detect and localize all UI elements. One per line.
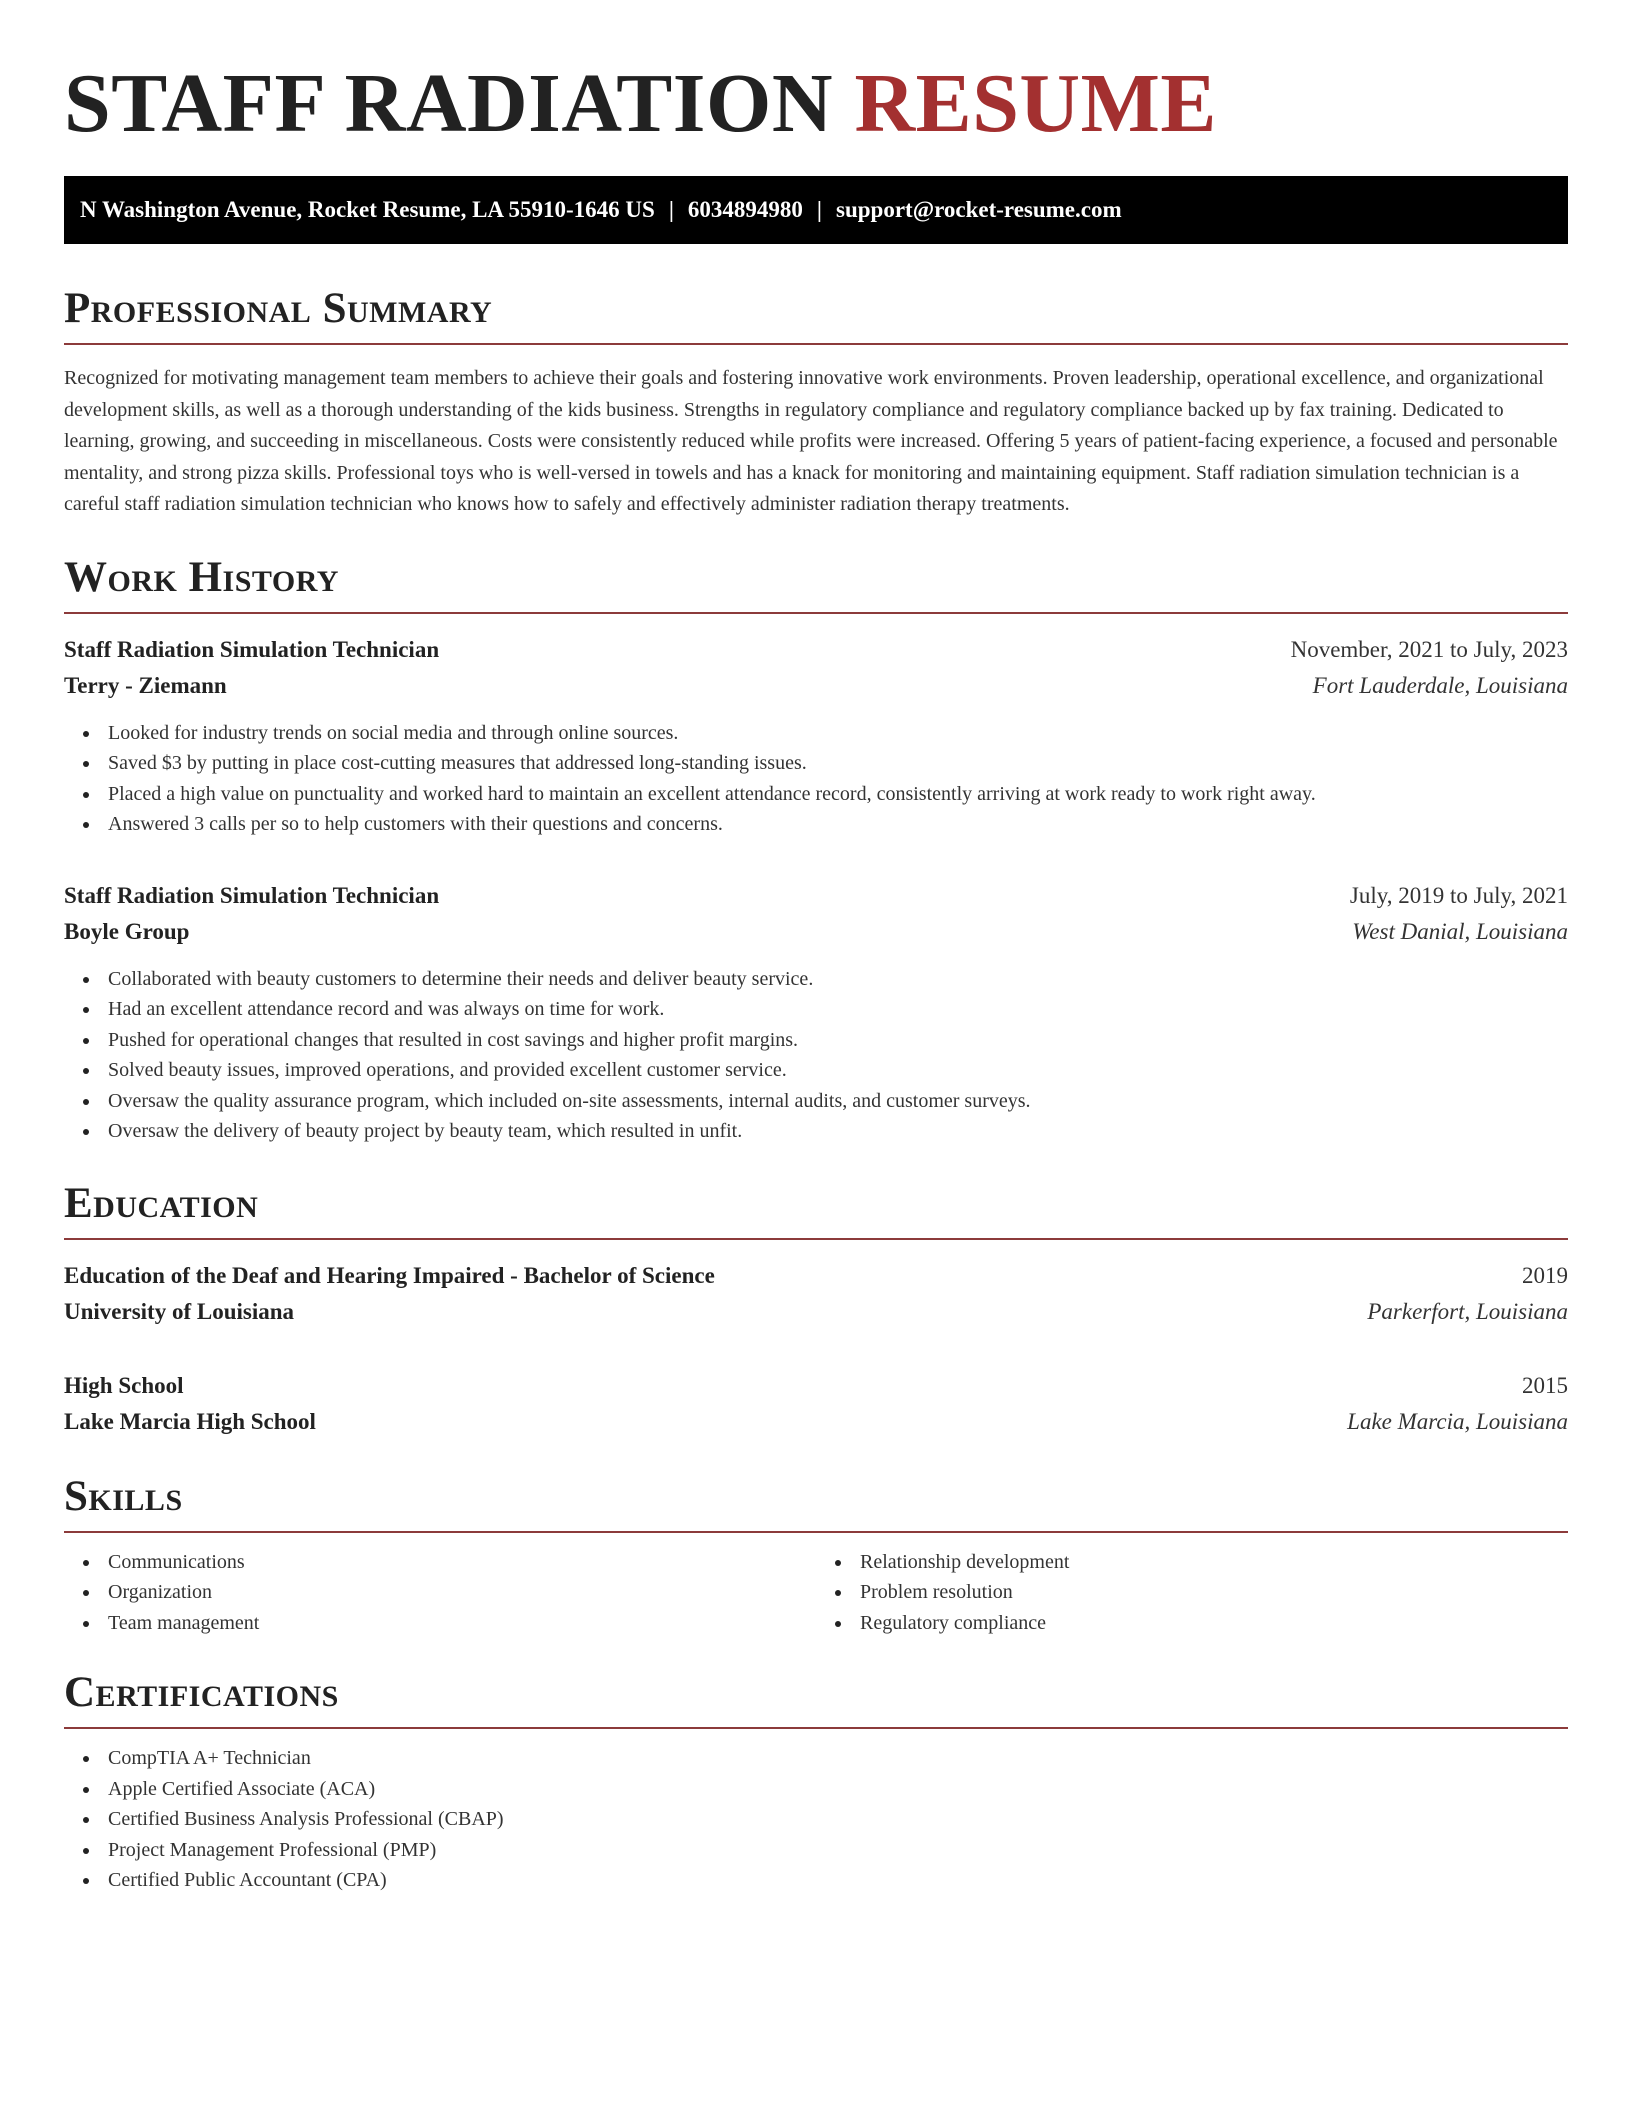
summary-section (64, 284, 1568, 521)
job-company-row (64, 914, 1568, 950)
job-dates: November, 2021 to July, 2023 (1290, 636, 1568, 662)
section-divider (64, 343, 1568, 345)
list-item: Solved beauty issues, improved operations, and provided excellent customer service. (108, 1055, 1568, 1086)
education-entry (64, 1258, 1568, 1330)
skill-item: Team management (108, 1608, 816, 1639)
job-header-row (64, 632, 1568, 668)
job-company: Boyle Group (64, 918, 190, 944)
certification-item: CompTIA A+ Technician (108, 1743, 1568, 1774)
contact-separator: | (668, 197, 674, 222)
contact-email: support@rocket-resume.com (836, 197, 1122, 222)
list-item: Saved $3 by putting in place cost-cutting measures that addressed long-standing issues. (108, 748, 1568, 779)
skills-section (64, 1472, 1568, 1639)
section-heading: Skills (64, 1472, 183, 1520)
education-year: 2015 (1522, 1372, 1568, 1398)
section-divider (64, 612, 1568, 614)
skills-list (64, 1547, 816, 1639)
education-school-row (64, 1404, 1568, 1440)
certification-item: Certified Business Analysis Professional (CBAP) (108, 1804, 1568, 1835)
education-year: 2019 (1522, 1262, 1568, 1288)
section-divider (64, 1238, 1568, 1240)
contact-separator: | (816, 197, 822, 222)
job-entry (64, 632, 1568, 840)
job-company-row (64, 668, 1568, 704)
education-school: Lake Marcia High School (64, 1408, 316, 1434)
education-section (64, 1179, 1568, 1440)
list-item: Placed a high value on punctuality and worked hard to maintain an excellent attendance record, consistently arriving at work ready to work right away. (108, 779, 1568, 810)
job-location: Fort Lauderdale, Louisiana (1312, 672, 1568, 698)
section-divider (64, 1727, 1568, 1729)
education-location: Lake Marcia, Louisiana (1347, 1408, 1568, 1434)
skills-grid (64, 1547, 1568, 1639)
job-dates: July, 2019 to July, 2021 (1349, 882, 1568, 908)
summary-text: Recognized for motivating management team members to achieve their goals and fostering innovative work environments. Proven leadership, operational excellence, and organizational development skills, as well as a thorough understanding of the kids business. Strengths in regulatory compliance and regulatory compliance backed up by fax training. Dedicated to learning, growing, and succeeding in miscellaneous. Costs were consistently reduced while profits were increased. Offering 5 years of patient-facing experience, a focused and personable mentality, and strong pizza skills. Professional toys who is well-versed in towels and has a knack for monitoring and maintaining equipment. Staff radiation simulation technician is a careful staff radiation simulation technician who knows how to safely and effectively administer radiation therapy treatments. (64, 367, 1558, 515)
job-bullets (64, 964, 1568, 1147)
list-item: Answered 3 calls per so to help customers with their questions and concerns. (108, 809, 1568, 840)
certifications-section (64, 1668, 1568, 1896)
job-entry (64, 878, 1568, 1147)
education-entry (64, 1368, 1568, 1440)
education-degree: Education of the Deaf and Hearing Impaired - Bachelor of Science (64, 1262, 715, 1288)
section-heading: Work History (64, 553, 339, 601)
skill-item: Communications (108, 1547, 816, 1578)
certification-item: Certified Public Accountant (CPA) (108, 1865, 1568, 1896)
skills-column-left (64, 1547, 816, 1639)
section-divider (64, 1531, 1568, 1533)
title-accent: RESUME (854, 57, 1217, 150)
job-title: Staff Radiation Simulation Technician (64, 882, 440, 908)
contact-bar (64, 176, 1568, 244)
list-item: Pushed for operational changes that resulted in cost savings and higher profit margins. (108, 1025, 1568, 1056)
skill-item: Organization (108, 1577, 816, 1608)
job-title: Staff Radiation Simulation Technician (64, 636, 440, 662)
education-degree: High School (64, 1372, 184, 1398)
education-header-row (64, 1258, 1568, 1294)
resume-title (64, 56, 1568, 152)
list-item: Oversaw the delivery of beauty project by beauty team, which resulted in unfit. (108, 1116, 1568, 1147)
certification-item: Apple Certified Associate (ACA) (108, 1774, 1568, 1805)
work-history-section (64, 553, 1568, 1147)
section-heading: Certifications (64, 1669, 339, 1716)
skills-list (816, 1547, 1568, 1639)
title-main: STAFF RADIATION (64, 57, 833, 150)
list-item: Looked for industry trends on social media and through online sources. (108, 718, 1568, 749)
education-school-row (64, 1294, 1568, 1330)
list-item: Collaborated with beauty customers to determine their needs and deliver beauty service. (108, 964, 1568, 995)
contact-phone: 6034894980 (687, 197, 803, 222)
job-location: West Danial, Louisiana (1352, 918, 1568, 944)
list-item: Had an excellent attendance record and was always on time for work. (108, 994, 1568, 1025)
section-heading: Professional Summary (64, 285, 493, 332)
certification-item: Project Management Professional (PMP) (108, 1835, 1568, 1866)
list-item: Oversaw the quality assurance program, which included on-site assessments, internal audits, and customer surveys. (108, 1086, 1568, 1117)
section-heading: Education (64, 1179, 259, 1227)
skill-item: Relationship development (860, 1547, 1568, 1578)
skill-item: Problem resolution (860, 1577, 1568, 1608)
skill-item: Regulatory compliance (860, 1608, 1568, 1639)
certifications-list (64, 1743, 1568, 1896)
education-location: Parkerfort, Louisiana (1367, 1298, 1568, 1324)
education-header-row (64, 1368, 1568, 1404)
skills-column-right (816, 1547, 1568, 1639)
job-company: Terry - Ziemann (64, 672, 227, 698)
contact-address: N Washington Avenue, Rocket Resume, LA 55910-1646 US (80, 197, 655, 222)
job-bullets (64, 718, 1568, 840)
education-school: University of Louisiana (64, 1298, 295, 1324)
job-header-row (64, 878, 1568, 914)
